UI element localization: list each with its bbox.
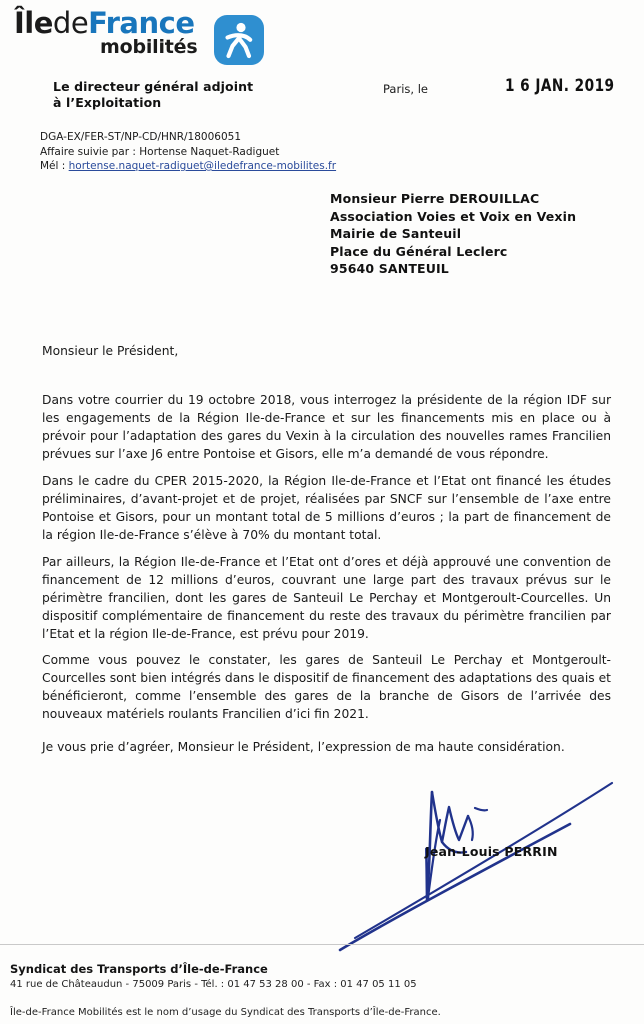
footer [10, 962, 630, 1020]
logo-word-ile: Île [14, 6, 53, 40]
recipient-name: Monsieur Pierre DEROUILLAC [330, 191, 540, 206]
body-paragraph-4: Comme vous pouvez le constater, les gares de Santeuil Le Perchay et Montgeroult-Courcelles sont bien intégrés dans le dispositif de financement des adaptations des quais et bénéficieront, comme l’ensemble des gares de la branche de Gisors de l’arrivée des nouveaux matériels roulants Francilien d’ici fin 2021. [42, 653, 611, 722]
reference-code: DGA-EX/FER-ST/NP-CD/HNR/18006051 [40, 131, 242, 143]
recipient-organisation: Association Voies et Voix en Vexin [330, 208, 577, 224]
recipient-city: 95640 SANTEUIL [330, 261, 449, 276]
recipient-building: Mairie de Santeuil [330, 226, 462, 241]
reference-block [40, 130, 336, 174]
sender-title-line2: à l’Exploitation [53, 95, 162, 110]
footer-organisation: Syndicat des Transports d’Île-de-France [10, 962, 268, 976]
logo-word-france: France [88, 6, 195, 40]
salutation: Monsieur le Président, [42, 344, 179, 358]
body-paragraph-1: Dans votre courrier du 19 octobre 2018, vous interrogez la présidente de la région IDF sur les engagements de la Région Ile-de-France et sur les financements mis en place ou à prévoir pour l’adaptation des gares du Vexin à la circulation des nouvelles rames Francilien prévues sur l’axe J6 entre Pontoise et Gisors, elle m’a demandé de vous répondre. [42, 393, 611, 462]
running-person-icon [214, 15, 264, 65]
ile-de-france-mobilites-logo [14, 6, 264, 64]
recipient-street: Place du Général Leclerc [330, 243, 508, 259]
logo-subtitle: mobilités [100, 36, 198, 58]
reference-mail-row [40, 159, 336, 174]
handwritten-signature [320, 780, 630, 960]
signature-name: Jean-Louis PERRIN [425, 844, 558, 859]
place-date-label: Paris, le [383, 82, 428, 96]
logo-word-de: de [52, 6, 89, 40]
body-paragraph-2: Dans le cadre du CPER 2015-2020, la Région Ile-de-France et l’Etat ont financé les études préliminaires, d’avant-projet et de projet, réalisées par SNCF sur l’ensemble de l’axe entre Pontoise et Gisors, pour un montant total de 5 millions d’euros ; la part de financement de la région Ile-de-France s’élève à 70% du montant total. [42, 474, 611, 543]
footer-address: 41 rue de Châteaudun - 75009 Paris - Tél. : 01 47 53 28 00 - Fax : 01 47 05 11 05 [10, 979, 417, 990]
recipient-address-block [330, 190, 576, 278]
body-paragraph-3: Par ailleurs, la Région Ile-de-France et l’Etat ont d’ores et déjà approuvé une convention de financement de 12 millions d’euros, couvrant une large part des travaux prévus sur le périmètre francilien, dont les gares de Santeuil Le Perchay et Montgeroult-Courcelles. Un dispositif complémentaire de financement du reste des travaux du périmètre francilien par l’Etat et la région Ile-de-France, est prévu pour 2019. [42, 555, 611, 642]
mail-address-link[interactable]: hortense.naquet-radiguet@iledefrance-mobilites.fr [68, 160, 337, 172]
footer-divider [0, 944, 644, 945]
closing-formula: Je vous prie d’agréer, Monsieur le Président, l’expression de ma haute considération. [42, 740, 565, 754]
reference-handler: Affaire suivie par : Hortense Naquet-Radiguet [40, 145, 280, 158]
date-stamp: 1 6 JAN. 2019 [505, 76, 615, 95]
mail-label: Mél : [40, 160, 69, 172]
sender-title [53, 79, 253, 111]
sender-title-line1: Le directeur général adjoint [53, 79, 254, 94]
footer-legal-note: Île-de-France Mobilités est le nom d’usage du Syndicat des Transports d’Île-de-France. [10, 1007, 441, 1018]
logo-wordmark [14, 8, 195, 38]
